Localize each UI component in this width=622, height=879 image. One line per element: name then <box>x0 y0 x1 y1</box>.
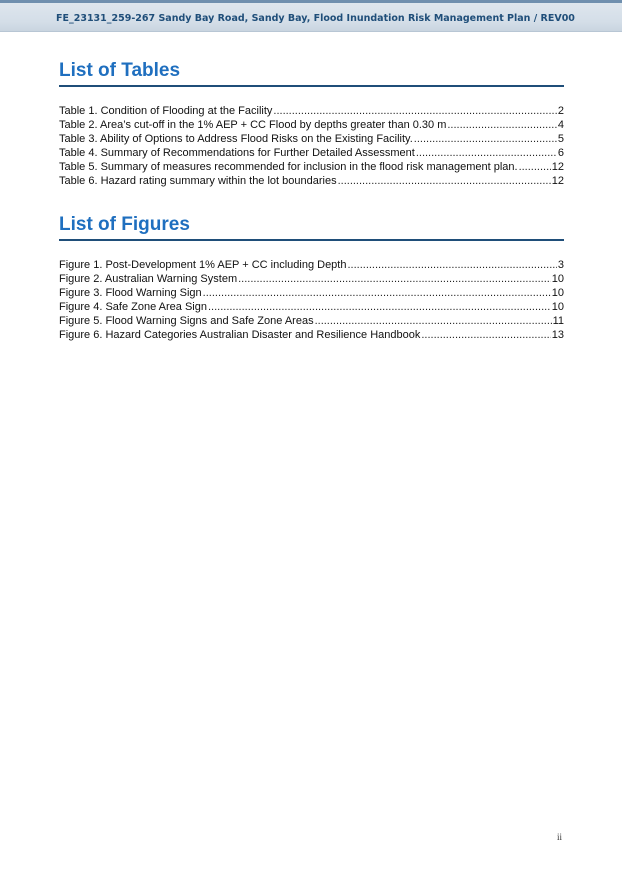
toc-entry-page: 3 <box>557 259 564 271</box>
toc-entry-page: 10 <box>551 273 564 285</box>
toc-entry-page: 2 <box>557 105 564 117</box>
toc-entry-figure-5[interactable] <box>59 314 564 328</box>
toc-entry-page: 11 <box>552 315 564 327</box>
toc-entry-label: Figure 3. Flood Warning Sign <box>59 287 202 299</box>
list-of-tables-section <box>59 60 564 188</box>
toc-dot-leader <box>315 314 552 328</box>
toc-dot-leader <box>238 272 551 286</box>
document-header-title: FE_23131_259-267 Sandy Bay Road, Sandy Bay, Flood Inundation Risk Management Plan / REV00 <box>56 13 575 24</box>
list-of-figures-section <box>59 214 564 342</box>
running-header <box>0 0 622 32</box>
toc-dot-leader <box>519 160 551 174</box>
toc-entry-label: Table 3. Ability of Options to Address Flood Risks on the Existing Facility. <box>59 133 413 145</box>
toc-dot-leader <box>414 132 557 146</box>
toc-entry-label: Figure 1. Post-Development 1% AEP + CC including Depth <box>59 259 347 271</box>
toc-entry-label: Table 5. Summary of measures recommended for inclusion in the flood risk management plan. <box>59 161 518 173</box>
toc-dot-leader <box>421 328 550 342</box>
toc-entry-table-4[interactable] <box>59 146 564 160</box>
toc-entry-figure-3[interactable] <box>59 286 564 300</box>
toc-entry-table-6[interactable] <box>59 174 564 188</box>
toc-entry-page: 12 <box>551 175 564 187</box>
list-of-figures-heading: List of Figures <box>59 214 564 241</box>
toc-entry-figure-1[interactable] <box>59 258 564 272</box>
page-number: ii <box>557 832 563 842</box>
toc-entry-label: Figure 6. Hazard Categories Australian Disaster and Resilience Handbook <box>59 329 421 341</box>
toc-entry-label: Figure 5. Flood Warning Signs and Safe Zone Areas <box>59 315 314 327</box>
toc-entry-table-3[interactable] <box>59 132 564 146</box>
toc-entry-page: 4 <box>557 119 564 131</box>
toc-entry-label: Table 6. Hazard rating summary within the lot boundaries <box>59 175 337 187</box>
list-of-tables <box>59 104 564 188</box>
list-of-tables-heading: List of Tables <box>59 60 564 87</box>
toc-entry-figure-6[interactable] <box>59 328 564 342</box>
toc-entry-page: 6 <box>557 147 564 159</box>
toc-entry-figure-2[interactable] <box>59 272 564 286</box>
toc-entry-page: 13 <box>551 329 564 341</box>
toc-entry-label: Figure 2. Australian Warning System <box>59 273 238 285</box>
toc-entry-page: 5 <box>557 133 564 145</box>
toc-entry-page: 10 <box>551 287 564 299</box>
list-of-figures <box>59 258 564 342</box>
toc-entry-label: Table 2. Area’s cut-off in the 1% AEP + CC Flood by depths greater than 0.30 m <box>59 119 447 131</box>
toc-dot-leader <box>273 104 556 118</box>
toc-entry-table-5[interactable] <box>59 160 564 174</box>
toc-entry-page: 12 <box>551 161 564 173</box>
toc-dot-leader <box>203 286 551 300</box>
toc-entry-label: Table 4. Summary of Recommendations for Further Detailed Assessment <box>59 147 415 159</box>
toc-entry-figure-4[interactable] <box>59 300 564 314</box>
toc-entry-page: 10 <box>551 301 564 313</box>
toc-entry-table-2[interactable] <box>59 118 564 132</box>
toc-dot-leader <box>208 300 551 314</box>
toc-dot-leader <box>338 174 551 188</box>
toc-dot-leader <box>447 118 557 132</box>
toc-dot-leader <box>347 258 556 272</box>
toc-entry-label: Figure 4. Safe Zone Area Sign <box>59 301 207 313</box>
toc-entry-table-1[interactable] <box>59 104 564 118</box>
toc-dot-leader <box>416 146 557 160</box>
toc-entry-label: Table 1. Condition of Flooding at the Facility <box>59 105 273 117</box>
